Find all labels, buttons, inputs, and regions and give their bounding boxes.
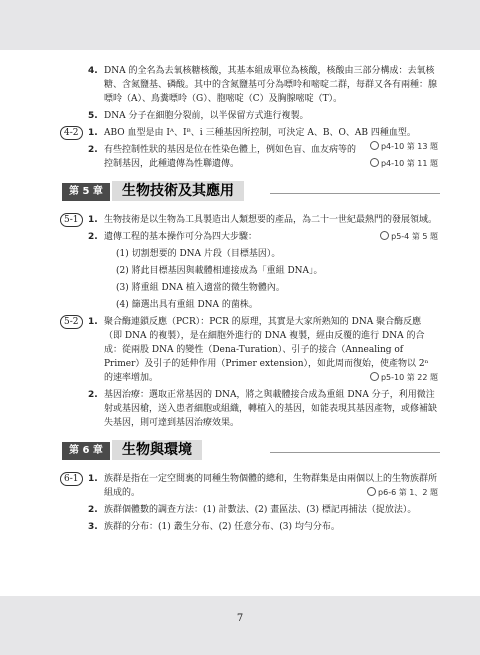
list-item [0, 213, 480, 227]
list-item [0, 520, 480, 534]
list-item [0, 388, 480, 430]
page-reference [367, 486, 438, 500]
item-text: DNA 分子在細胞分裂前，以半保留方式進行複製。 [104, 111, 309, 121]
chapter-title: 生物與環境 [112, 440, 202, 460]
list-item [0, 126, 480, 151]
list-item [0, 64, 480, 106]
item-text [104, 230, 438, 244]
reference-text: p4-10 第 11 題 [380, 159, 438, 168]
chapter-label: 第 5 章 [62, 183, 110, 201]
list-item [0, 230, 480, 244]
item-text [104, 472, 438, 500]
item-number: 1. [88, 128, 98, 138]
magnifier-icon [370, 158, 379, 167]
item-body: 遺傳工程的基本操作可分為四大步驟： [104, 232, 258, 242]
item-number: 1. [88, 474, 98, 484]
chapter-divider [270, 193, 440, 194]
list-item [0, 472, 480, 500]
page-number: 7 [236, 613, 244, 624]
page-reference [380, 230, 438, 244]
step-item: (1) 切割想要的 DNA 片段（目標基因）。 [116, 249, 281, 259]
magnifier-icon [367, 487, 376, 496]
reference-text: p4-10 第 13 題 [380, 142, 438, 151]
section-badge: 6-1 [60, 472, 83, 486]
item-body: 族群是指在一定空間裏的同種生物個體的總和，生物群集是由兩個以上的生物族群所組成的。 [104, 474, 438, 498]
page-reference [370, 157, 438, 171]
page-reference [370, 371, 438, 385]
item-body: 聚合酶連鎖反應（PCR）：PCR 的原理，其實是大家所熟知的 DNA 聚合酶反應（即 DNA 的複製），是在細胞外進行的 DNA 複製，經由反覆的進行 DNA 的合成：從兩股 DNA 的變性（Dena-Turation）、引子的接合（Annealing of Primer）及引子的延伸作用（Primer extension），如此周而復始，使產物以 2ⁿ 的速率增加。 [104, 317, 429, 383]
list-item [0, 143, 480, 171]
item-body: ABO 血型是由 Iᴬ、Iᴮ、i 三種基因所控制，可決定 A、B、O、AB 四種血型。 [104, 128, 416, 138]
item-number: 5. [88, 111, 98, 121]
item-number: 2. [88, 232, 98, 242]
item-number: 2. [88, 390, 98, 400]
item-text: 生物技術是以生物為工具製造出人類想要的產品，為二十一世紀最熱門的發展領域。 [104, 215, 438, 225]
chapter-heading [0, 440, 480, 464]
chapter-heading [0, 181, 480, 205]
item-text: DNA 的全名為去氧核糖核酸，其基本組成單位為核酸，核酸由三部分構成：去氧核糖、含氮鹽基、磷酸。其中的含氮鹽基可分為嘌呤和嘧啶二群，每群又各有兩種：腺嘌呤（A）、鳥糞嘌呤（G）、胞嘧啶（C）及胸腺嘧啶（T）。 [104, 66, 438, 104]
reference-text: p5-4 第 5 題 [391, 232, 438, 241]
item-number: 2. [88, 145, 98, 155]
item-text [104, 126, 438, 151]
chapter-label: 第 6 章 [62, 442, 110, 460]
item-text: 基因治療：選取正常基因的 DNA，將之與載體接合成為重組 DNA 分子，利用微注射或基因槍，送入患者細胞或組織，轉植入的基因，如能表現其基因產物，或修補缺失基因，則可達到基因治療效果。 [104, 390, 438, 428]
magnifier-icon [370, 372, 379, 381]
item-number: 1. [88, 215, 98, 225]
section-badge: 5-1 [60, 213, 83, 227]
item-number: 1. [88, 317, 98, 327]
item-body: 有些控制性狀的基因是位在性染色體上，例如色盲、血友病等的控制基因，此種遺傳為性聯遺傳。 [104, 145, 357, 169]
item-text [104, 143, 438, 171]
item-text [104, 315, 438, 385]
list-item [0, 109, 480, 123]
step-item: (2) 將此目標基因與載體相連接成為「重組 DNA」。 [116, 266, 323, 276]
item-number: 4. [88, 66, 98, 76]
item-number: 2. [88, 505, 98, 515]
header-band [0, 0, 480, 50]
step-item: (4) 篩選出具有重組 DNA 的菌株。 [116, 300, 258, 310]
reference-text: p5-10 第 22 題 [380, 373, 438, 382]
list-item [0, 503, 480, 517]
list-item [0, 315, 480, 385]
chapter-divider [270, 452, 440, 453]
page-content [0, 64, 480, 537]
magnifier-icon [380, 231, 389, 240]
item-text: 族群個體數的調查方法：(1) 計數法、(2) 畫區法、(3) 標記再捕法（捉放法）。 [104, 505, 417, 515]
step-item: (3) 將重組 DNA 植入適當的微生物體內。 [116, 283, 285, 293]
reference-text: p6-6 第 1、2 題 [378, 488, 438, 497]
chapter-title: 生物技術及其應用 [112, 181, 244, 201]
section-badge: 5-2 [60, 315, 83, 329]
section-badge: 4-2 [60, 126, 83, 140]
item-text: 族群的分布：(1) 叢生分布、(2) 任意分布、(3) 均勻分布。 [104, 522, 340, 532]
item-number: 3. [88, 522, 98, 532]
